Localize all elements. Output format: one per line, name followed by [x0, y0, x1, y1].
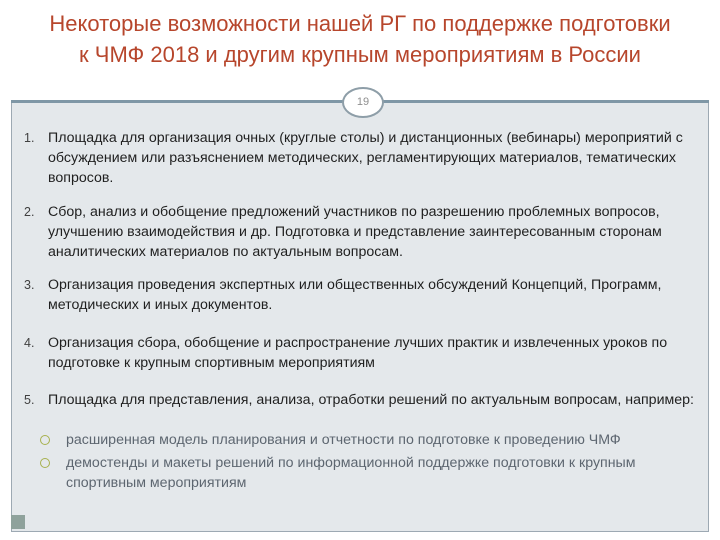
sub-list-item — [40, 453, 706, 493]
list-item-text: Организация сбора, обобщение и распространение лучших практик и извлеченных уроков по подготовке к крупным спортивным мероприятиям — [48, 335, 668, 371]
sub-list-item — [40, 430, 706, 450]
list-item-text: Организация проведения экспертных или общественных обсуждений Концепций, Программ, методических и иных документов. — [48, 277, 662, 313]
list-item — [24, 390, 700, 410]
title-line-1: Некоторые возможности нашей РГ по поддержке подготовки — [49, 11, 671, 36]
list-item-text: Площадка для организация очных (круглые столы) и дистанционных (вебинары) мероприятий с обсуждением или разъяснением методических, регламентирующих материалов, тематических вопросов. — [48, 130, 683, 186]
list-item-number: 5. — [24, 393, 35, 407]
list-item-number: 2. — [24, 205, 35, 219]
sub-list-item-text: расширенная модель планирования и отчетности по подготовке к проведению ЧМФ — [66, 432, 621, 448]
sub-list-item-text: демостенды и макеты решений по информационной поддержке подготовки к крупным спортивным мероприятиям — [66, 455, 636, 491]
page-number-badge: 19 — [342, 87, 384, 118]
list-item — [24, 128, 700, 188]
circle-bullet-icon — [40, 458, 50, 468]
list-item — [24, 202, 700, 262]
corner-decoration — [11, 515, 25, 529]
list-item-number: 1. — [24, 131, 35, 145]
list-item-text: Площадка для представления, анализа, отработки решений по актуальным вопросам, например: — [48, 392, 694, 408]
circle-bullet-icon — [40, 435, 50, 445]
list-item — [24, 275, 700, 315]
title-line-2: к ЧМФ 2018 и другим крупным мероприятиям в России — [79, 42, 641, 67]
list-item-number: 3. — [24, 278, 35, 292]
list-item-text: Сбор, анализ и обобщение предложений участников по разрешению проблемных вопросов, улучшению взаимодействия и др. Подготовка и представление заинтересованным сторонам аналитических материалов по актуальным вопросам. — [48, 204, 662, 260]
list-item-number: 4. — [24, 336, 35, 350]
slide-title — [20, 8, 700, 70]
list-item — [24, 333, 700, 373]
